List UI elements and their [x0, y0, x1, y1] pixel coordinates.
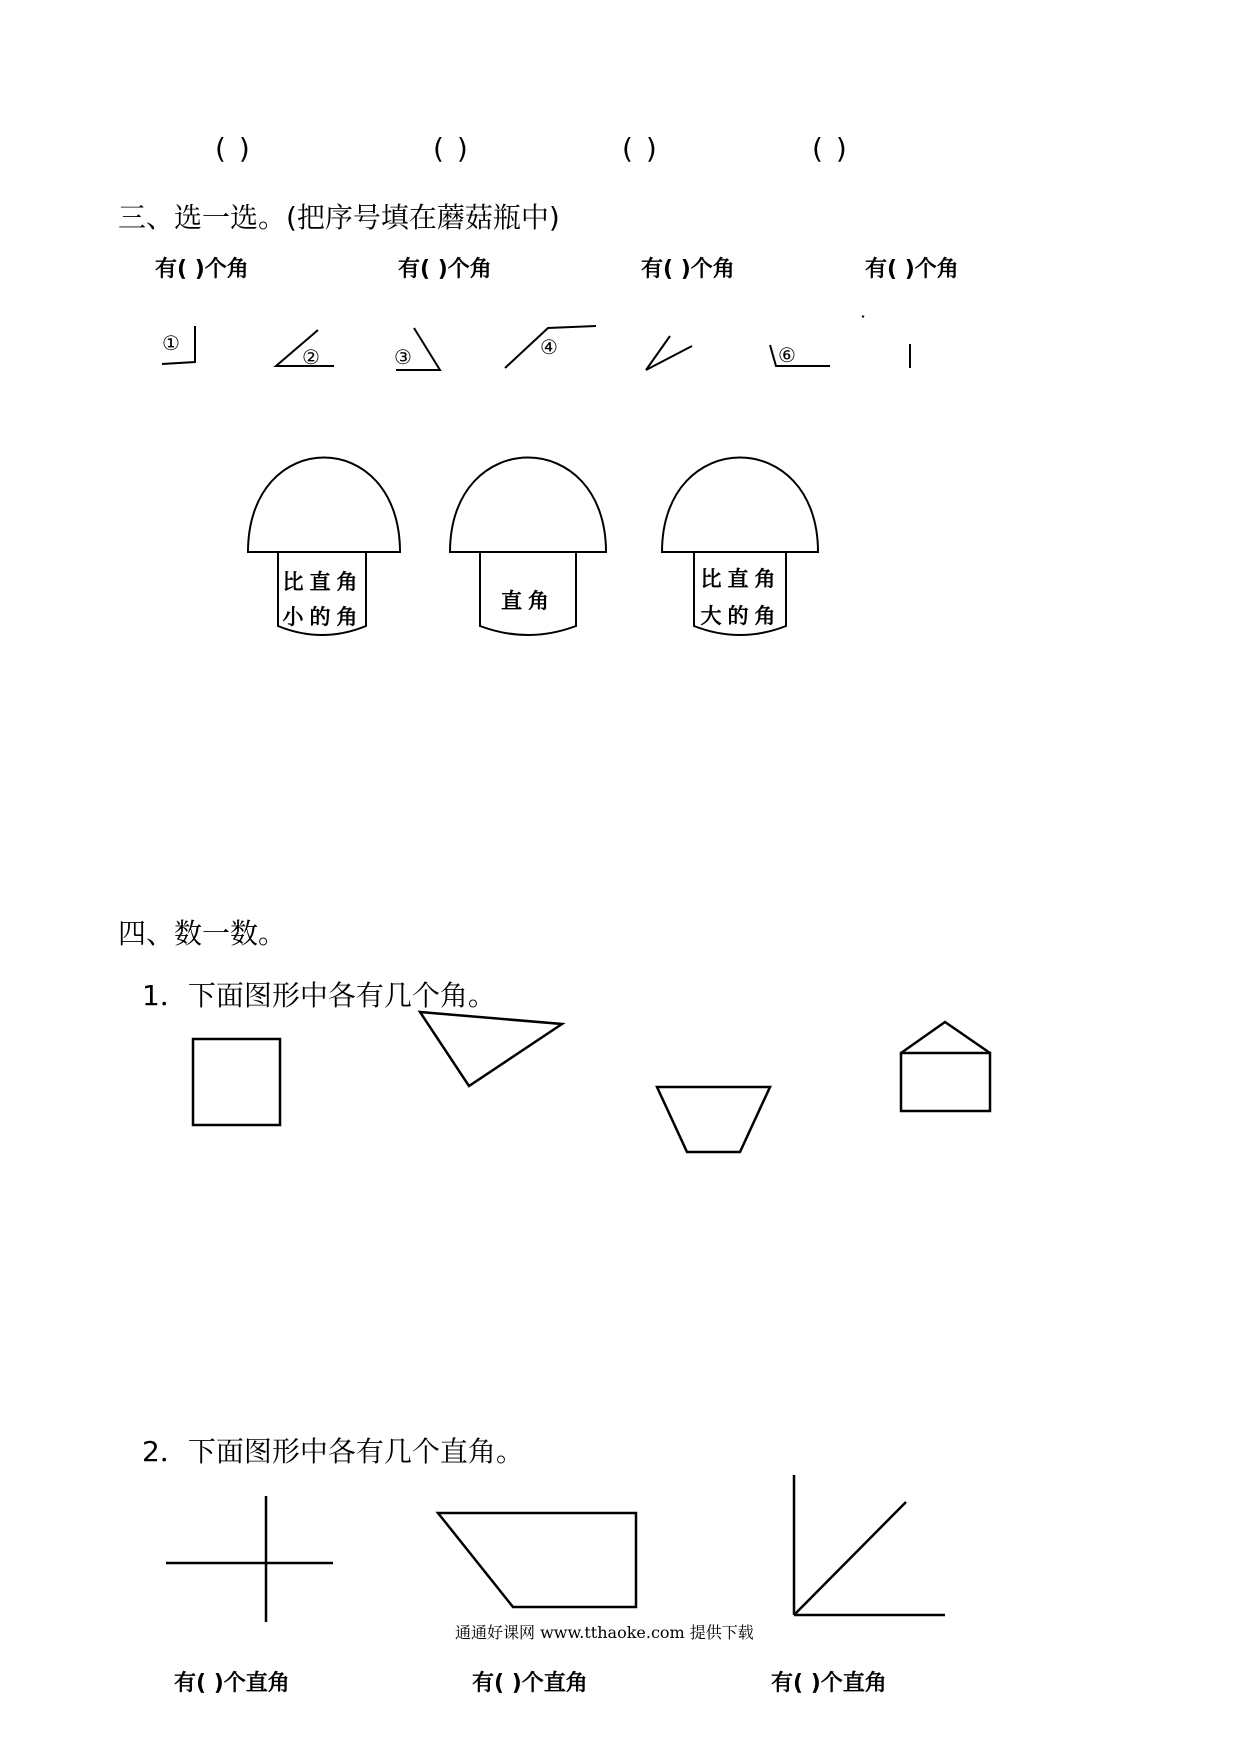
right-angle-label-1: 有( )个直角 — [174, 1671, 290, 1696]
shape-axes-with-diagonal — [794, 1475, 945, 1615]
answer-paren-1: ( ) — [215, 132, 252, 165]
footer-source: 通通好课网 www.tthaoke.com 提供下载 — [455, 1623, 754, 1642]
shape-house — [901, 1022, 990, 1111]
angle-number-4: ④ — [540, 335, 558, 359]
answer-paren-3: ( ) — [622, 132, 659, 165]
question-1-text: 1．下面图形中各有几个角。 — [142, 979, 496, 1012]
mushroom-3-label-line2: 大的角 — [700, 604, 782, 628]
count-label-4: 有( )个角 — [865, 257, 959, 282]
shape-cross — [166, 1496, 333, 1622]
question-2-text: 2．下面图形中各有几个直角。 — [142, 1435, 524, 1468]
answer-paren-4: ( ) — [812, 132, 849, 165]
angle-number-6: ⑥ — [778, 343, 796, 367]
angle-number-2: ② — [302, 345, 320, 369]
answer-paren-2: ( ) — [433, 132, 470, 165]
angle-5 — [646, 336, 692, 370]
mushroom-3-label-line1: 比直角 — [700, 567, 782, 591]
right-angle-label-3: 有( )个直角 — [771, 1671, 887, 1696]
shape-right-trapezoid — [438, 1513, 636, 1607]
mushroom-1-label-line1: 比直角 — [282, 570, 364, 594]
angle-number-1: ① — [162, 331, 180, 355]
shape-square — [193, 1039, 280, 1125]
angle-number-3: ③ — [394, 345, 412, 369]
count-label-1: 有( )个角 — [155, 257, 249, 282]
shape-triangle — [420, 1012, 562, 1086]
section-4-heading: 四、数一数。 — [118, 917, 287, 950]
right-angle-label-2: 有( )个直角 — [472, 1671, 588, 1696]
shape-trapezoid — [657, 1087, 770, 1152]
mushroom-1-label-line2: 小的角 — [282, 605, 364, 629]
mushroom-2-label: 直角 — [501, 589, 555, 613]
angle-7 — [862, 316, 910, 368]
count-label-2: 有( )个角 — [398, 257, 492, 282]
section-3-heading: 三、选一选。(把序号填在蘑菇瓶中) — [118, 201, 560, 234]
count-label-3: 有( )个角 — [641, 257, 735, 282]
